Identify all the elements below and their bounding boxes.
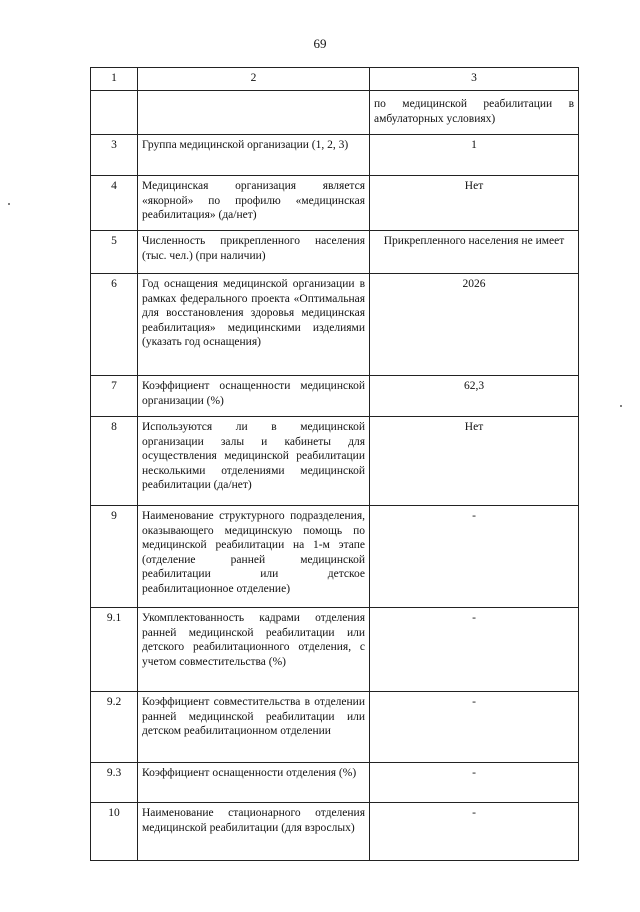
row-number: 10 xyxy=(91,803,138,861)
table-row xyxy=(91,274,579,376)
column-header: 3 xyxy=(370,68,579,91)
row-description: Коэффициент оснащенности отделения (%) xyxy=(138,763,370,803)
row-description: Наименование стационарного отделения медицинской реабилитации (для взрослых) xyxy=(138,803,370,861)
table-row xyxy=(91,608,579,692)
row-description: Коэффициент оснащенности медицинской организации (%) xyxy=(138,376,370,417)
row-description: Наименование структурного подразделения, оказывающего медицинскую помощь по медицинской реабилитации на 1-м этапе (отделение ранней медицинской реабилитации или детское реабилитационное отделение) xyxy=(138,506,370,608)
row-value: Прикрепленного населения не имеет xyxy=(370,231,579,274)
row-description: Используются ли в медицинской организации залы и кабинеты для осуществления медицинской реабилитации несколькими отделениями медицинской реабилитации (да/нет) xyxy=(138,417,370,506)
row-value: - xyxy=(370,803,579,861)
table-row xyxy=(91,506,579,608)
column-header: 1 xyxy=(91,68,138,91)
row-number: 9.3 xyxy=(91,763,138,803)
row-description: Группа медицинской организации (1, 2, 3) xyxy=(138,135,370,176)
row-value: 62,3 xyxy=(370,376,579,417)
row-value: - xyxy=(370,692,579,763)
row-number: 7 xyxy=(91,376,138,417)
table-row xyxy=(91,763,579,803)
row-description: Год оснащения медицинской организации в рамках федерального проекта «Оптимальная для восстановления здоровья медицинская реабилитация» медицинскими изделиями (указать год оснащения) xyxy=(138,274,370,376)
row-description: Укомплектованность кадрами отделения ранней медицинской реабилитации или детского реабилитационного отделения, с учетом совместительства (%) xyxy=(138,608,370,692)
row-number: 9.1 xyxy=(91,608,138,692)
row-number: 4 xyxy=(91,176,138,231)
row-number xyxy=(91,91,138,135)
table-row xyxy=(91,176,579,231)
table-row xyxy=(91,376,579,417)
data-table xyxy=(90,67,579,861)
table-row xyxy=(91,803,579,861)
row-value: 1 xyxy=(370,135,579,176)
table-header-row xyxy=(91,68,579,91)
table-row xyxy=(91,135,579,176)
row-value: - xyxy=(370,608,579,692)
row-description: Медицинская организация является «якорной» по профилю «медицинская реабилитация» (да/нет) xyxy=(138,176,370,231)
row-description: Коэффициент совместительства в отделении ранней медицинской реабилитации или детском реабилитационном отделении xyxy=(138,692,370,763)
row-description xyxy=(138,91,370,135)
table-row xyxy=(91,692,579,763)
row-number: 3 xyxy=(91,135,138,176)
row-value: Нет xyxy=(370,176,579,231)
table-row xyxy=(91,91,579,135)
scan-speck xyxy=(620,405,622,407)
row-number: 9.2 xyxy=(91,692,138,763)
row-number: 8 xyxy=(91,417,138,506)
row-value: 2026 xyxy=(370,274,579,376)
row-value: - xyxy=(370,506,579,608)
column-header: 2 xyxy=(138,68,370,91)
row-number: 9 xyxy=(91,506,138,608)
row-value: Нет xyxy=(370,417,579,506)
row-value: по медицинской реабилитации в амбулаторных условиях) xyxy=(370,91,579,135)
row-number: 6 xyxy=(91,274,138,376)
page-number: 69 xyxy=(313,36,327,51)
scan-speck xyxy=(8,203,10,205)
table-row xyxy=(91,231,579,274)
row-number: 5 xyxy=(91,231,138,274)
row-description: Численность прикрепленного населения (тыс. чел.) (при наличии) xyxy=(138,231,370,274)
table-row xyxy=(91,417,579,506)
row-value: - xyxy=(370,763,579,803)
